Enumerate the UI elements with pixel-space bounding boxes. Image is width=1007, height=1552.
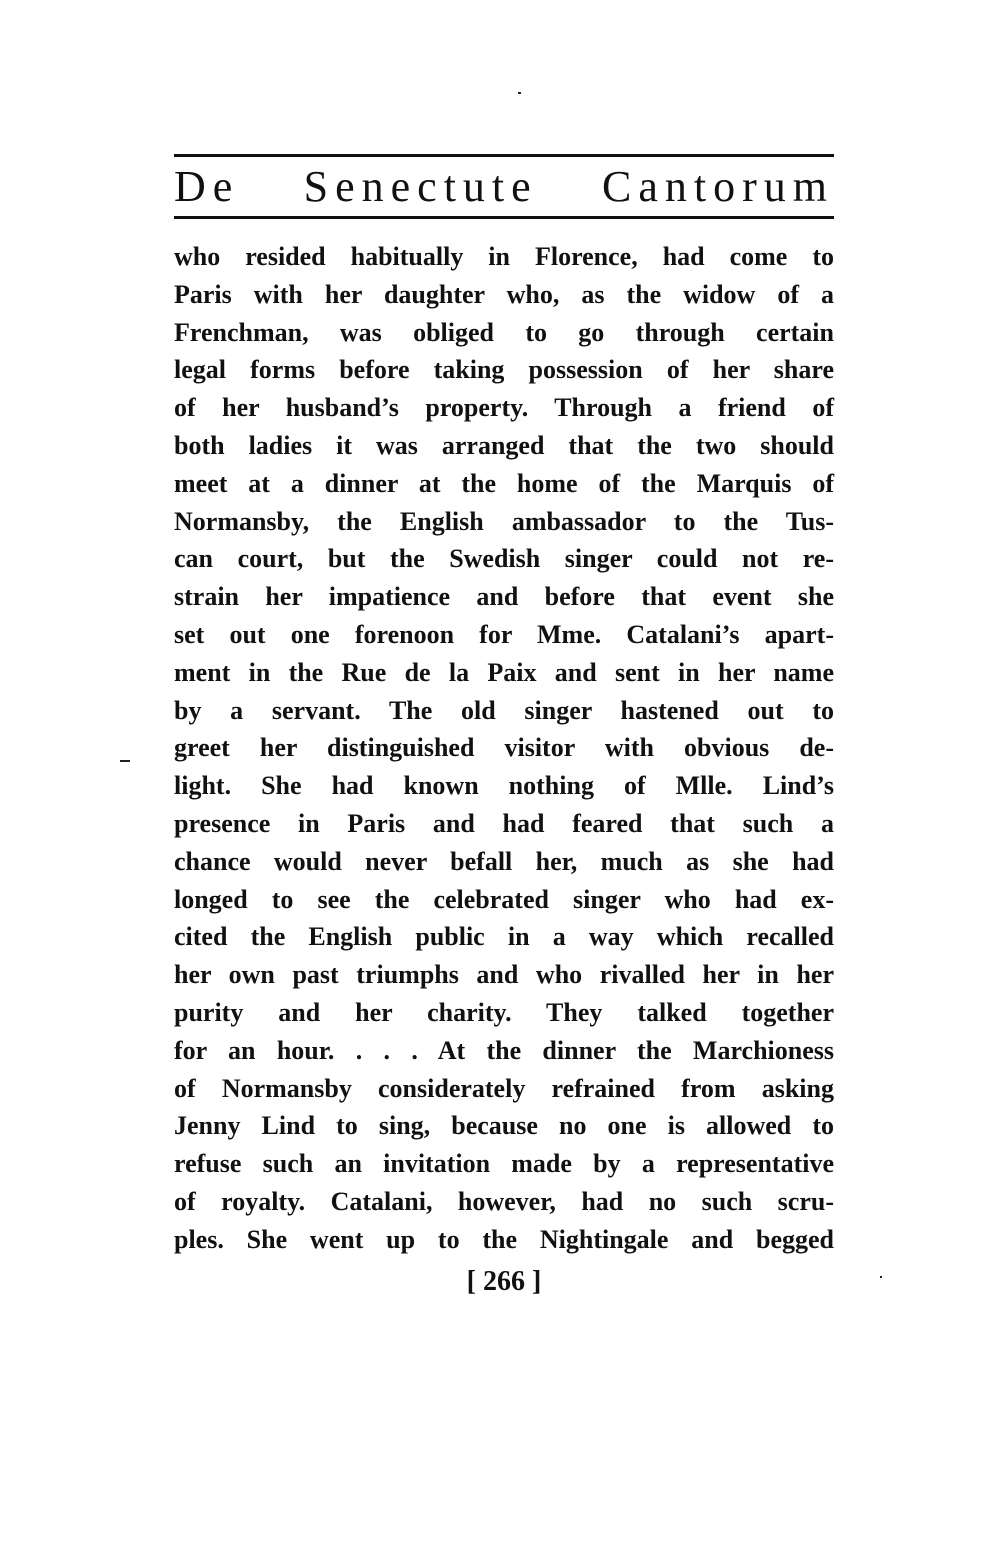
- text-line: both ladies it was arranged that the two should: [174, 430, 834, 460]
- text-line: Paris with her daughter who, as the widow of a: [174, 279, 834, 309]
- text-line: chance would never befall her, much as she had: [174, 846, 834, 876]
- text-line: her own past triumphs and who rivalled her in her: [174, 960, 834, 990]
- running-head-word: Senectute: [303, 162, 538, 211]
- text-line: Frenchman, was obliged to go through certain: [174, 317, 834, 347]
- text-line: set out one forenoon for Mme. Catalani’s apart-: [174, 619, 834, 649]
- text-line: of royalty. Catalani, however, had no such scru-: [174, 1186, 834, 1216]
- text-line: who resided habitually in Florence, had come to: [174, 242, 834, 271]
- text-line: of Normansby considerately refrained from asking: [174, 1073, 834, 1103]
- text-line: of her husband’s property. Through a friend of: [174, 393, 834, 423]
- text-line: refuse such an invitation made by a representative: [174, 1149, 834, 1179]
- body-text: [174, 238, 834, 1259]
- scan-speck: [518, 92, 521, 94]
- text-line: legal forms before taking possession of her share: [174, 355, 834, 385]
- text-line: ment in the Rue de la Paix and sent in her name: [174, 657, 834, 687]
- header-rule-top: [174, 154, 834, 157]
- text-line: for an hour. . . . At the dinner the Marchioness: [174, 1035, 834, 1065]
- text-line: can court, but the Swedish singer could not re-: [174, 544, 834, 574]
- page-number: [ 266 ]: [466, 1266, 542, 1297]
- text-line: Jenny Lind to sing, because no one is allowed to: [174, 1111, 834, 1141]
- text-line: longed to see the celebrated singer who had ex-: [174, 884, 834, 914]
- scan-speck: [880, 1276, 882, 1278]
- text-line: light. She had known nothing of Mlle. Lind’s: [174, 771, 834, 801]
- text-line: meet at a dinner at the home of the Marquis of: [174, 468, 834, 498]
- text-line: presence in Paris and had feared that such a: [174, 808, 834, 838]
- text-line: ples. She went up to the Nightingale and begged: [174, 1224, 834, 1254]
- running-head: [174, 160, 834, 214]
- text-line: by a servant. The old singer hastened out to: [174, 695, 834, 725]
- scan-speck: [120, 760, 130, 762]
- text-line: greet her distinguished visitor with obvious de-: [174, 733, 834, 763]
- text-line: purity and her charity. They talked together: [174, 997, 834, 1027]
- header-rule-bottom: [174, 216, 834, 219]
- text-line: cited the English public in a way which recalled: [174, 922, 834, 952]
- text-line: strain her impatience and before that event she: [174, 582, 834, 612]
- text-line: Normansby, the English ambassador to the Tus-: [174, 506, 834, 536]
- running-head-word: Cantorum: [602, 162, 834, 211]
- running-head-word: De: [174, 162, 240, 211]
